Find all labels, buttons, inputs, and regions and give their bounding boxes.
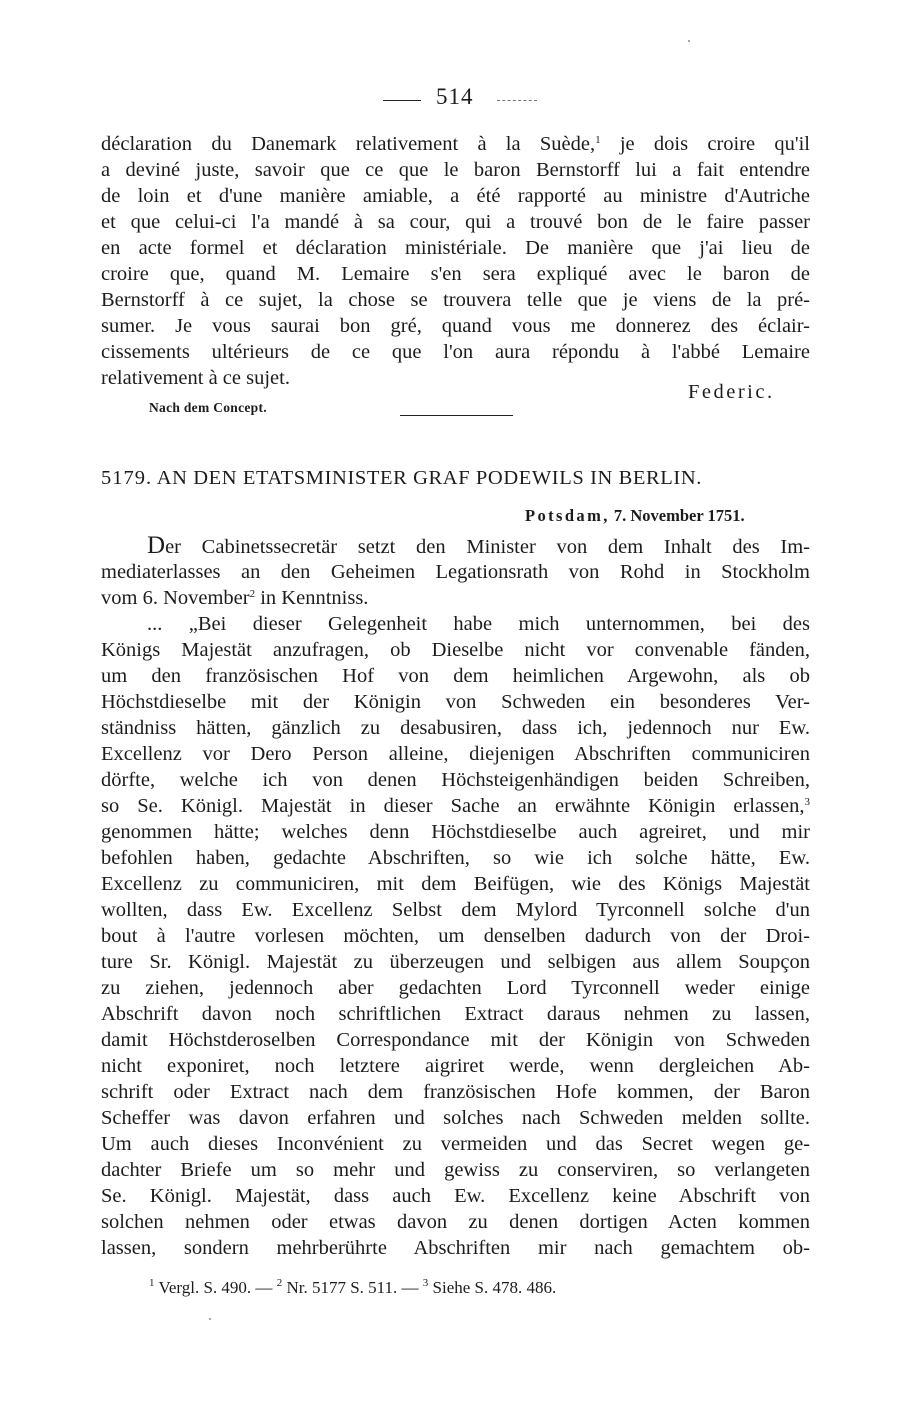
footnote-marker: 2: [276, 1277, 283, 1289]
document-title: AN DEN ETATSMINISTER GRAF PODEWILS IN BERLIN.: [156, 467, 702, 489]
initial-letter: D: [147, 532, 166, 559]
footnote-marker: 1: [149, 1277, 155, 1289]
body-line: Scheffer was davon erfahren und solches nach Schweden melden sollte.: [101, 1107, 810, 1129]
page-number: 514: [436, 84, 474, 109]
text-span: je dois croire qu'il: [619, 133, 811, 155]
footnote-text: Siehe S. 478. 486.: [432, 1278, 557, 1297]
text-span: so Se. Königl. Majestät in dieser Sache an erwähnte Königin erlassen,: [101, 795, 805, 817]
document-number: 5179.: [101, 467, 153, 489]
body-line: Se. Königl. Majestät, dass auch Ew. Excellenz keine Abschrift von: [101, 1185, 810, 1207]
text-line: et que celui-ci l'a mandé à sa cour, qui a trouvé bon de le faire passer: [101, 211, 810, 233]
document-heading: [101, 467, 813, 490]
text-line: [101, 131, 810, 157]
body-line: zu ziehen, jedennoch aber gedachten Lord Tyrconnell weder einige: [101, 977, 810, 999]
intro-line: mediaterlasses an den Geheimen Legationsrath von Rohd in Stockholm: [101, 561, 810, 583]
signature: Federic.: [688, 381, 775, 403]
text-line: cissements ultérieurs de ce que l'on aura répondu à l'abbé Lemaire: [101, 341, 810, 363]
header-rule-left: [383, 100, 421, 101]
text-line: relativement à ce sujet.: [101, 367, 290, 389]
body-line: befohlen haben, gedachte Abschriften, so wie ich solche hätte, Ew.: [101, 847, 810, 869]
body-line: Abschrift davon noch schriftlichen Extract daraus nehmen zu lassen,: [101, 1003, 810, 1025]
source-note: Nach dem Concept.: [149, 400, 267, 415]
dateline-date: 7. November 1751.: [613, 506, 745, 525]
footnote-text: Vergl. S. 490. —: [158, 1278, 273, 1297]
footnote-marker: 3: [422, 1277, 429, 1289]
body-line: Excellenz zu communiciren, mit dem Beifügen, wie des Königs Majestät: [101, 873, 810, 895]
text-span: er Cabinetssecretär setzt den Minister von dem Inhalt des Im-: [165, 536, 810, 558]
body-line: Höchstdieselbe mit der Königin von Schweden ein besonderes Ver-: [101, 691, 810, 713]
body-line: ture Sr. Königl. Majestät zu überzeugen und selbigen aus allem Soupçon: [101, 951, 810, 973]
footnotes: [149, 1278, 556, 1298]
body-line: Excellenz vor Dero Person alleine, diejenigen Abschriften communiciren: [101, 743, 810, 765]
dateline: [525, 506, 745, 526]
header-rule-right: [497, 100, 537, 101]
body-line: schrift oder Extract nach dem französischen Hofe kommen, der Baron: [101, 1081, 810, 1103]
intro-line: [147, 533, 810, 560]
footnote-ref: 1: [595, 134, 601, 146]
body-line: lassen, sondern mehrberührte Abschriften mir nach gemachtem ob-: [101, 1237, 810, 1259]
text-line: de loin et d'une manière amiable, a été rapporté au ministre d'Autriche: [101, 185, 810, 207]
body-line: damit Höchstderoselben Correspondance mit der Königin von Schweden: [101, 1029, 810, 1051]
body-line: dörfte, welche ich von denen Höchsteigenhändigen beiden Schreiben,: [101, 769, 810, 791]
text-line: a deviné juste, savoir que ce que le baron Bernstorff lui a fait entendre: [101, 159, 810, 181]
body-line: nicht exponiret, noch letztere aigriret werde, wenn dergleichen Ab-: [101, 1055, 810, 1077]
body-line: [101, 793, 810, 819]
body-line: ... „Bei dieser Gelegenheit habe mich unternommen, bei des: [147, 613, 810, 635]
text-line: Bernstorff à ce sujet, la chose se trouvera telle que je viens de la pré-: [101, 289, 810, 311]
body-line: solchen nehmen oder etwas davon zu denen dortigen Acten kommen: [101, 1211, 810, 1233]
body-line: genommen hätte; welches denn Höchstdieselbe auch agreiret, und mir: [101, 821, 810, 843]
body-line: um den französischen Hof von dem heimlichen Argewohn, als ob: [101, 665, 810, 687]
intro-line: [101, 585, 810, 611]
text-span: vom 6. November: [101, 587, 250, 609]
text-span: déclaration du Danemark relativement à la Suède,: [101, 133, 596, 155]
body-line: wollten, dass Ew. Excellenz Selbst dem Mylord Tyrconnell solche d'un: [101, 899, 810, 921]
body-line: Um auch dieses Inconvénient zu vermeiden und das Secret wegen ge-: [101, 1133, 810, 1155]
footnote-text: Nr. 5177 S. 511. —: [286, 1278, 419, 1297]
text-line: sumer. Je vous saurai bon gré, quand vous me donnerez des éclair-: [101, 315, 810, 337]
page-header: [0, 84, 900, 114]
paper-speck: [688, 40, 690, 42]
body-line: Königs Majestät anzufragen, ob Dieselbe nicht vor convenable fänden,: [101, 639, 810, 661]
body-line: ständniss hätten, gänzlich zu desabusiren, dass ich, jedennoch nur Ew.: [101, 717, 810, 739]
text-line: en acte formel et déclaration ministériale. De manière que j'ai lieu de: [101, 237, 810, 259]
body-line: bout à l'autre vorlesen möchten, um denselben dadurch von der Droi-: [101, 925, 810, 947]
section-divider: [400, 415, 513, 416]
body-line: dachter Briefe um so mehr und gewiss zu conserviren, so verlangeten: [101, 1159, 810, 1181]
dateline-place: Potsdam,: [525, 506, 610, 525]
text-line: croire que, quand M. Lemaire s'en sera expliqué avec le baron de: [101, 263, 810, 285]
paper-speck: [209, 1318, 211, 1320]
footnote-ref: 2: [249, 588, 256, 600]
text-span: in Kenntniss.: [255, 587, 369, 609]
footnote-ref: 3: [804, 796, 810, 808]
